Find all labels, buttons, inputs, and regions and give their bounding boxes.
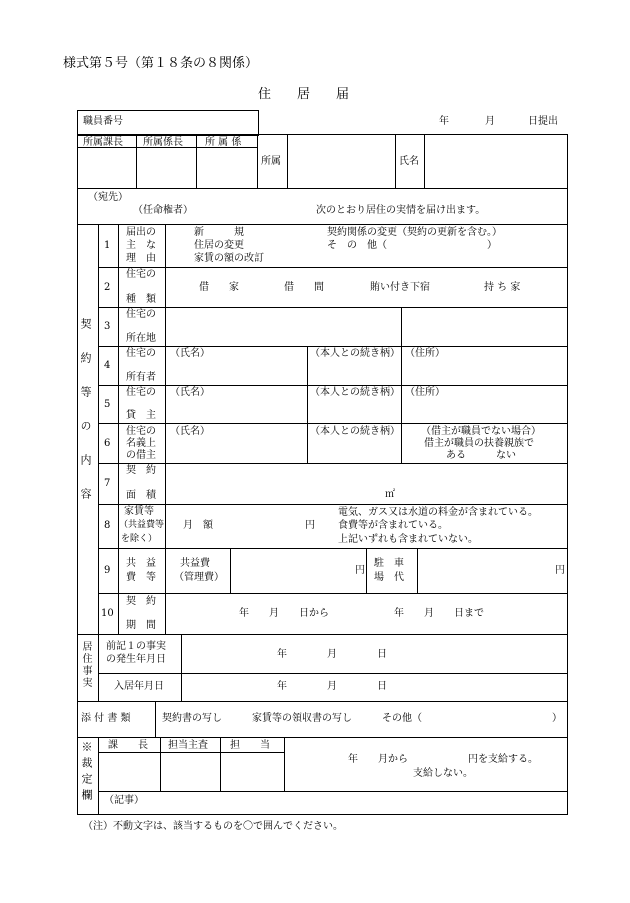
r1-opt-other[interactable]: そ の 他（ ） bbox=[327, 240, 497, 251]
r8-monthly-label: 月 額 bbox=[183, 520, 213, 531]
r8-yen: 円 bbox=[305, 520, 315, 531]
r10-to[interactable]: 年 月 日まで bbox=[394, 608, 484, 619]
r3-label-1: 住宅の bbox=[126, 309, 156, 320]
approval-staff: 所 属 係 bbox=[205, 137, 242, 148]
r5-rel-label: （本人との続き柄） bbox=[310, 387, 400, 398]
r5-label-2: 貸 主 bbox=[126, 410, 156, 421]
r1-opt-new[interactable]: 新 規 bbox=[194, 227, 244, 238]
month-label: 月 bbox=[485, 116, 495, 127]
r8-opt-3[interactable]: 上記いずれも含まれていない。 bbox=[338, 534, 478, 545]
attach-label: 添 付 書 類 bbox=[81, 713, 131, 724]
row-no-7: 7 bbox=[104, 478, 111, 489]
residence-date-2[interactable]: 年 月 日 bbox=[277, 681, 387, 692]
r1-opt-change-residence[interactable]: 住居の変更 bbox=[194, 240, 244, 251]
r7-label-1: 契 約 bbox=[126, 465, 156, 476]
r9-sub-1: 共益費 bbox=[180, 558, 210, 569]
r5-name-label: （氏名） bbox=[170, 387, 210, 398]
r3-label-2: 所在地 bbox=[126, 333, 156, 344]
year-label: 年 bbox=[439, 116, 449, 127]
r6-note-1: （借主が職員でない場合） bbox=[421, 426, 541, 437]
r10-label-1: 契 約 bbox=[126, 596, 156, 607]
r6-note-2: 借主が職員の扶養親族で bbox=[424, 438, 534, 449]
r7-area-field[interactable] bbox=[166, 464, 381, 503]
r10-from[interactable]: 年 月 日から bbox=[239, 608, 329, 619]
row-no-8: 8 bbox=[104, 520, 111, 531]
r5-label-1: 住宅の bbox=[126, 387, 156, 398]
r9-yen: 円 bbox=[355, 565, 365, 576]
decision-charge-chief: 担当主査 bbox=[168, 740, 208, 751]
name-field[interactable] bbox=[425, 135, 567, 187]
row-no-10: 10 bbox=[101, 608, 114, 619]
form-title: 住 居 届 bbox=[258, 87, 350, 102]
r4-rel-label: （本人との続き柄） bbox=[310, 348, 400, 359]
r1-label-1: 届出の bbox=[126, 227, 156, 238]
dept-field[interactable] bbox=[288, 135, 394, 187]
r6-label-3: の借主 bbox=[126, 450, 156, 461]
r4-name-label: （氏名） bbox=[170, 348, 210, 359]
dept-label: 所属 bbox=[261, 156, 281, 167]
r4-label-2: 所有者 bbox=[126, 372, 156, 383]
r8-opt-1[interactable]: 電気、ガス又は水道の料金が含まれている。 bbox=[338, 507, 538, 518]
r8-label-1: 家賃等 bbox=[124, 506, 154, 517]
move-in-label: 入居年月日 bbox=[114, 681, 164, 692]
r6-name-label: （氏名） bbox=[170, 426, 210, 437]
r9-parking-1: 駐 車 bbox=[374, 558, 404, 569]
residence-fact-label-1: 前記１の事実 bbox=[106, 641, 166, 652]
r9-label-2: 費 等 bbox=[126, 572, 156, 583]
r8-label-3: を除く） bbox=[121, 534, 158, 544]
r6-rel-label: （本人との続き柄） bbox=[310, 426, 400, 437]
decision-label: ※裁定欄 bbox=[80, 741, 93, 805]
r2-opt-boarding[interactable]: 賄い付き下宿 bbox=[370, 282, 430, 293]
decision-line-1: 年 月から 円を支給する。 bbox=[348, 754, 538, 765]
residence-label: 居住事実 bbox=[80, 641, 91, 689]
r7-label-2: 面 積 bbox=[126, 490, 156, 501]
statement-text: 次のとおり居住の実情を届け出ます。 bbox=[316, 205, 486, 216]
decision-line-2: 支給しない。 bbox=[413, 768, 473, 779]
r6-note-3[interactable]: ある ない bbox=[446, 450, 516, 461]
r1-label-2: 主 な bbox=[126, 240, 156, 251]
employee-no-label: 職員番号 bbox=[83, 116, 123, 127]
r9-yen-2: 円 bbox=[555, 565, 565, 576]
authority-label: （任命権者） bbox=[133, 205, 193, 216]
r9-parking-2: 場 代 bbox=[374, 572, 404, 583]
r1-label-3: 理 由 bbox=[126, 253, 156, 264]
decision-charge: 担 当 bbox=[230, 740, 270, 751]
addressee-label: （宛先） bbox=[88, 192, 128, 203]
approval-chief: 所属課長 bbox=[83, 137, 123, 148]
row-no-5: 5 bbox=[104, 399, 111, 410]
r8-label-2: （共益費等 bbox=[119, 520, 165, 530]
approval-subchief: 所属係長 bbox=[143, 137, 183, 148]
row-no-1: 1 bbox=[104, 240, 111, 251]
r4-addr-label: （住所） bbox=[405, 348, 445, 359]
r2-opt-rental-house[interactable]: 借 家 bbox=[199, 282, 239, 293]
r7-unit: ㎡ bbox=[385, 489, 395, 500]
r2-opt-rental-room[interactable]: 借 間 bbox=[284, 282, 324, 293]
residence-fact-label-2: の発生年月日 bbox=[106, 654, 166, 665]
r3-address-field[interactable] bbox=[166, 308, 400, 345]
r9-sub-2: （管理費） bbox=[174, 572, 224, 583]
attach-items[interactable]: 契約書の写し 家賃等の領収書の写し その他（ ） bbox=[162, 713, 562, 724]
r9-label-1: 共 益 bbox=[126, 558, 156, 569]
name-label: 氏名 bbox=[399, 156, 419, 167]
r2-label-2: 種 類 bbox=[126, 294, 156, 305]
r4-label-1: 住宅の bbox=[126, 348, 156, 359]
r1-opt-contract[interactable]: 契約関係の変更（契約の更新を含む。） bbox=[327, 227, 502, 238]
row-no-2: 2 bbox=[104, 282, 111, 293]
r8-opt-2[interactable]: 食費等が含まれている。 bbox=[338, 520, 448, 531]
section-label: 契約等の内容 bbox=[79, 318, 92, 522]
r1-opt-rent[interactable]: 家賃の額の改訂 bbox=[194, 253, 264, 264]
row-no-6: 6 bbox=[104, 438, 111, 449]
r2-label-1: 住宅の bbox=[126, 269, 156, 280]
row-no-9: 9 bbox=[104, 565, 111, 576]
r2-opt-owned[interactable]: 持 ち 家 bbox=[484, 282, 521, 293]
r10-label-2: 期 間 bbox=[126, 620, 156, 631]
r6-label-2: 名義上 bbox=[126, 438, 156, 449]
submitted-label: 日提出 bbox=[528, 116, 558, 127]
row-no-4: 4 bbox=[104, 360, 111, 371]
footnote: （注）不動文字は、該当するものを〇で囲んでください。 bbox=[83, 821, 343, 832]
decision-chief: 課 長 bbox=[108, 740, 148, 751]
row-no-3: 3 bbox=[104, 321, 111, 332]
form-number: 様式第５号（第１８条の８関係） bbox=[63, 56, 259, 71]
decision-remarks: （記事） bbox=[104, 795, 144, 806]
r6-label-1: 住宅の bbox=[126, 426, 156, 437]
residence-date-1[interactable]: 年 月 日 bbox=[277, 649, 387, 660]
r5-addr-label: （住所） bbox=[405, 387, 445, 398]
